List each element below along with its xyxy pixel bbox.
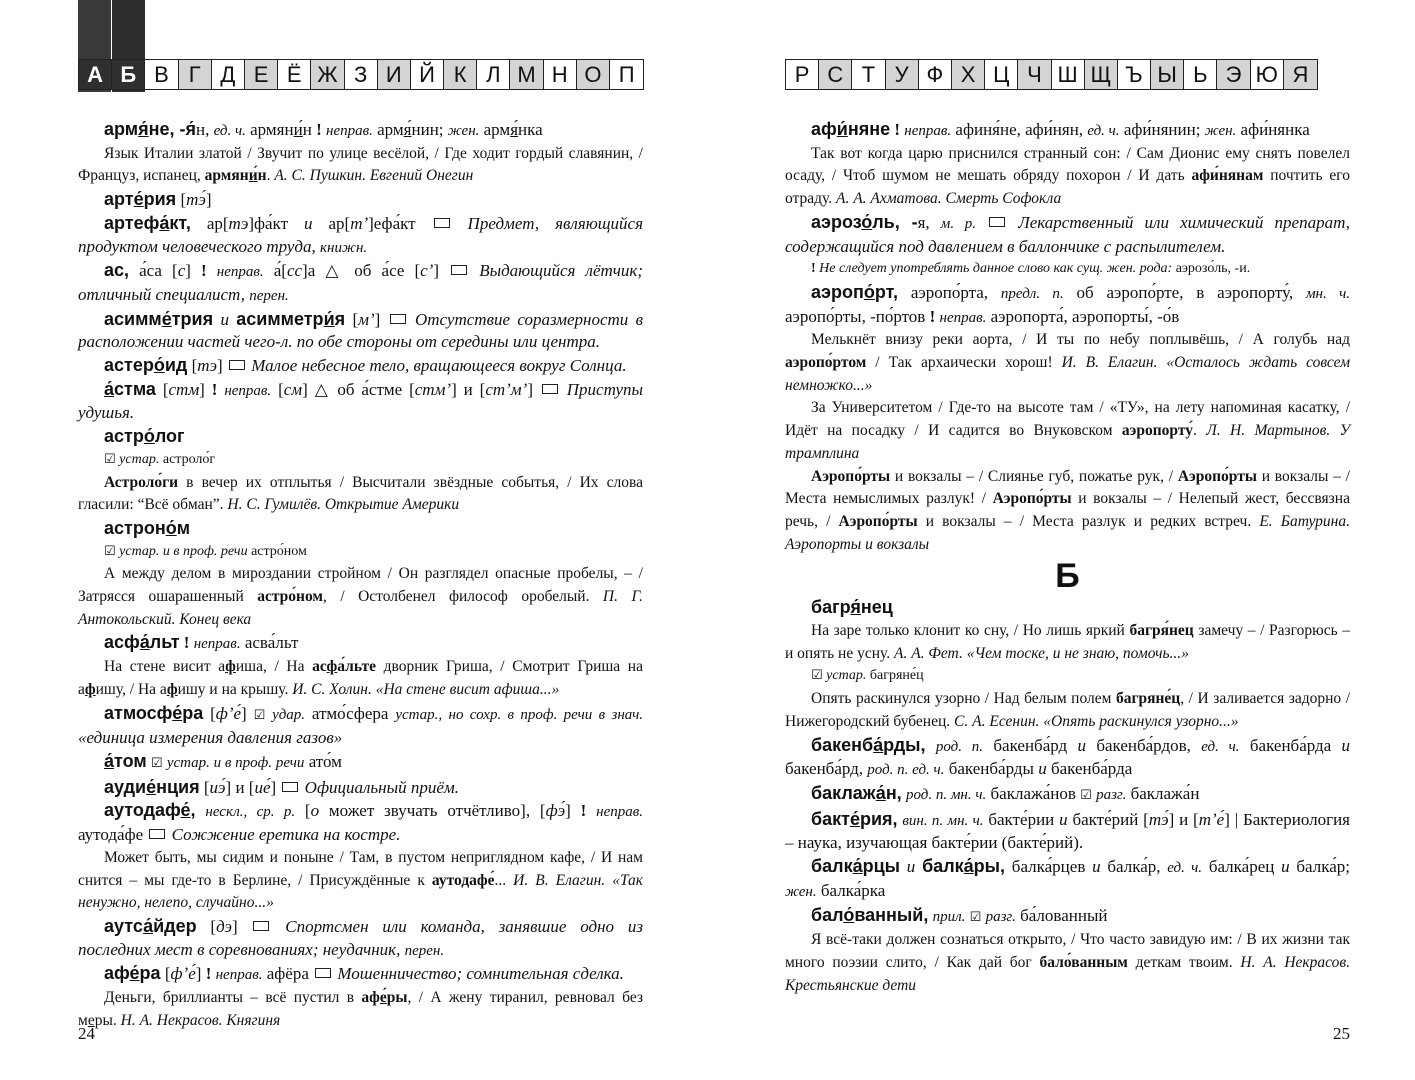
literary-quote: Может быть, мы сидим и поныне / Там, в пустом неприглядном кафе, / И нам снится – мы где-то в Берлине, / Присуждённые к аутодафе́... И. В. Елагин. «Так ненужно, нелепо, случайно...» — [78, 848, 644, 912]
alphabet-letter: К — [444, 60, 477, 89]
dictionary-entry: а́том ☑ устар. и в проф. речи ато́м — [104, 750, 342, 771]
alphabet-letter: Н — [544, 60, 577, 89]
literary-quote: Деньги, бриллианты – всё пустил в афе́ры, / А жену тиранил, ревновал без меры. Н. А. Некрасов. Княгиня — [78, 989, 644, 1029]
alphabet-letter: Ц — [985, 60, 1018, 89]
alphabet-letter: Й — [411, 60, 444, 89]
alphabet-letter: Ё — [278, 60, 311, 89]
alphabet-letter: Л — [477, 60, 510, 89]
literary-quote: Мелькнёт внизу реки аорта, / И ты по небу поплывёшь, / А голубь над аэропо́ртом / Так архаически хорош! И. В. Елагин. «Осталось ждать совсем немножко...» — [785, 331, 1350, 394]
literary-quote: Язык Италии златой / Звучит по улице весёлой, / Где ходит гордый славянин, / Француз, испанец, армяни́н. А. С. Пушкин. Евгений Онегин — [78, 144, 643, 185]
dictionary-entry: балка́рцы и балка́ры, балка́рцев и балка́р, ед. ч. балка́рец и балка́р; жен. балка́рка — [785, 856, 1350, 900]
section-letter-heading: Б — [1055, 557, 1080, 596]
usage-note: ☑ устар. астроло́г — [104, 451, 216, 467]
alphabet-letter: Ж — [311, 60, 344, 89]
alphabet-letter: Р — [786, 60, 819, 89]
alphabet-letter: Ф — [919, 60, 952, 89]
dictionary-entry: бакте́рия, вин. п. мн. ч. бакте́рии и бакте́рий [тэ́] и [тʼе́] | Бактериология – наука, изучающая бакте́рии (бакте́рий). — [785, 808, 1351, 853]
dictionary-entry: аэропо́рт, аэропо́рта, предл. п. об аэропо́рте, в аэропорту́, мн. ч. аэропо́рты, -по́ртов ! неправ. аэропорта́, аэропорты́, -о́в — [785, 281, 1350, 326]
alphabet-letter: С — [819, 60, 852, 89]
dictionary-entry: артефа́кт, ар[тэ]фа́кт и ар[тʼ]ефа́кт Предмет, являющийся продуктом человеческого труда, книжн. — [78, 212, 644, 256]
dictionary-entry: багря́нец — [811, 597, 893, 618]
alphabet-letter: Ъ — [1118, 60, 1151, 89]
usage-note: ☑ устар. багряне́ц — [811, 668, 924, 684]
dictionary-entry: бакенба́рды, род. п. бакенба́рд и бакенба́рдов, ед. ч. бакенба́рда и бакенба́рд, род. п. ед. ч. бакенба́рды и бакенба́рда — [785, 734, 1351, 779]
alphabet-letter: Ы — [1151, 60, 1184, 89]
literary-quote: Так вот когда царю приснился странный сон: / Сам Дионис ему снять повелел осаду, / Чтоб шумом не мешать обряду похорон / И дать афи́нянам почтить его отраду. А. А. Ахматова. Смерть Софокла — [785, 144, 1350, 208]
literary-quote: На стене висит афиша, / На асфа́льте дворник Гриша, / Смотрит Гриша на афишу, / На афишу и на крышу. И. С. Холин. «На стене висит афиша...» — [78, 658, 643, 698]
alphabet-letter: Ю — [1251, 60, 1284, 89]
literary-quote: Астроло́ги в вечер их отплытья / Высчитали звёздные событья, / Их слова гласили: “Всё обман”. Н. С. Гумилёв. Открытие Америки — [78, 473, 643, 514]
alphabet-letter: Б — [112, 60, 145, 89]
dictionary-entry: афе́ра [фʼе́] ! неправ. афёра Мошенничество; сомнительная сделка. — [104, 963, 624, 984]
alphabet-letter: Д — [212, 60, 245, 89]
alphabet-letter: М — [510, 60, 543, 89]
usage-note: ! Не следует употреблять данное слово как сущ. жен. рода: аэрозо́ль, -и. — [811, 261, 1251, 277]
left-page-content — [78, 118, 643, 1032]
alphabet-letter: Щ — [1085, 60, 1118, 89]
literary-quote: Я всё-таки должен сознаться открыто, / Что часто завидую им: / В их жизни так много поэзии слито, / Как дай бог бало́ванным деткам твоим. Н. А. Некрасов. Крестьянские дети — [785, 931, 1350, 994]
alphabet-letter: Ш — [1052, 60, 1085, 89]
dictionary-entry: аутодафе́, нескл., ср. р. [о может звучать отчётливо], [фэ́] ! неправ. аутода́фе Сожжение еретика на костре. — [78, 800, 644, 845]
alphabet-letter: Г — [179, 60, 212, 89]
dictionary-entry: аудие́нция [иэ́] и [ие́] Официальный приём. — [104, 776, 460, 797]
alphabet-letter: А — [79, 60, 112, 89]
dictionary-entry: арте́рия [тэ́] — [104, 189, 212, 210]
page-number-left: 24 — [78, 1024, 95, 1043]
left-page — [78, 0, 643, 1080]
alphabet-index-left — [78, 59, 644, 90]
dictionary-entry: асфа́льт ! неправ. асва́льт — [104, 632, 299, 653]
dictionary-entry: аэрозо́ль, -я, м. р. Лекарственный или химический препарат, содержащийся под давлением в баллончике с распылителем. — [785, 211, 1351, 256]
literary-quote: А между делом в мироздании стройном / Он разглядел опасные пробелы, – / Затрясся ошарашенный астро́ном, / Остолбенел философ оробелый. П. Г. Антокольский. Конец века — [78, 565, 643, 628]
dictionary-entry: ас, а́са [с] ! неправ. а́[сс]а △ об а́се [сʼ] Выдающийся лётчик; отличный специалист, перен. — [78, 260, 643, 304]
dictionary-entry: астро́лог — [104, 426, 185, 447]
alphabet-letter: Х — [952, 60, 985, 89]
alphabet-letter: У — [886, 60, 919, 89]
alphabet-index-right — [785, 59, 1318, 90]
literary-quote: Аэропо́рты и вокзалы – / Слиянье губ, пожатье рук, / Аэропо́рты и вокзалы – / Места немыслимых разлук! / Аэропо́рты и вокзалы – / Нелепый жест, бессвязна речь, / Аэропо́рты и вокзалы – / Места разлук и редких встреч. Е. Батурина. Аэропорты и вокзалы — [785, 467, 1350, 553]
dictionary-entry: атмосфе́ра [фʼе́] ☑ удар. атмо́сфера устар., но сохр. в проф. речи в знач. «единица измерения давления газов» — [78, 702, 644, 748]
usage-note: ☑ устар. и в проф. речи астро́ном — [104, 543, 307, 559]
right-page-content — [785, 118, 1350, 997]
dictionary-entry: астеро́ид [тэ] Малое небесное тело, вращающееся вокруг Солнца. — [104, 355, 627, 376]
dictionary-entry: армя́не, -я́н, ед. ч. армяни́н ! неправ. армя́нин; жен. армя́нка — [104, 119, 543, 139]
alphabet-letter: Ч — [1018, 60, 1051, 89]
dictionary-entry: аутса́йдер [дэ] Спортсмен или команда, занявшие одно из последних мест в соревнованиях; неудачник, перен. — [78, 915, 643, 959]
dictionary-entry: асимме́трия и асимметри́я [мʼ] Отсутствие соразмерности в расположении частей чего-л. по обе стороны от середины или центра. — [78, 308, 643, 352]
dictionary-entry: афи́няне ! неправ. афиня́не, афи́нян, ед. ч. афи́нянин; жен. афи́нянка — [811, 119, 1310, 139]
alphabet-letter: И — [378, 60, 411, 89]
alphabet-letter: З — [345, 60, 378, 89]
dictionary-entry: астроно́м — [104, 517, 191, 538]
alphabet-letter: Ь — [1184, 60, 1217, 89]
alphabet-letter: Т — [852, 60, 885, 89]
alphabet-letter: Э — [1217, 60, 1250, 89]
alphabet-letter: П — [610, 60, 643, 89]
page-number-right: 25 — [1333, 1024, 1350, 1043]
dictionary-entry: а́стма [стм] ! неправ. [см] △ об а́стме [стмʼ] и [стʼмʼ] Приступы удушья. — [78, 378, 644, 423]
literary-quote: Опять раскинулся узорно / Над белым полем багряне́ц, / И заливается задорно / Нижегородский бубенец. С. А. Есенин. «Опять раскинулся узорно...» — [785, 690, 1350, 730]
dictionary-entry: бало́ванный, прил. ☑ разг. ба́лованный — [811, 904, 1108, 925]
alphabet-letter: В — [145, 60, 178, 89]
alphabet-letter: О — [577, 60, 610, 89]
literary-quote: За Университетом / Где-то на высоте там / «ТУ», на лету напоминая касатку, / Идёт на посадку / И садится во Внуковском аэропорту́. Л. Н. Мартынов. У трамплина — [785, 399, 1351, 462]
alphabet-letter: Е — [245, 60, 278, 89]
alphabet-letter: Я — [1284, 60, 1317, 89]
literary-quote: На заре только клонит ко сну, / Но лишь яркий багря́нец замечу – / Разгорюсь – и опять не усну. А. А. Фет. «Чем тоске, и не знаю, помочь...» — [785, 622, 1350, 662]
right-page — [785, 0, 1350, 1080]
dictionary-entry: баклажа́н, род. п. мн. ч. баклажа́нов ☑ разг. баклажа́н — [811, 782, 1200, 803]
